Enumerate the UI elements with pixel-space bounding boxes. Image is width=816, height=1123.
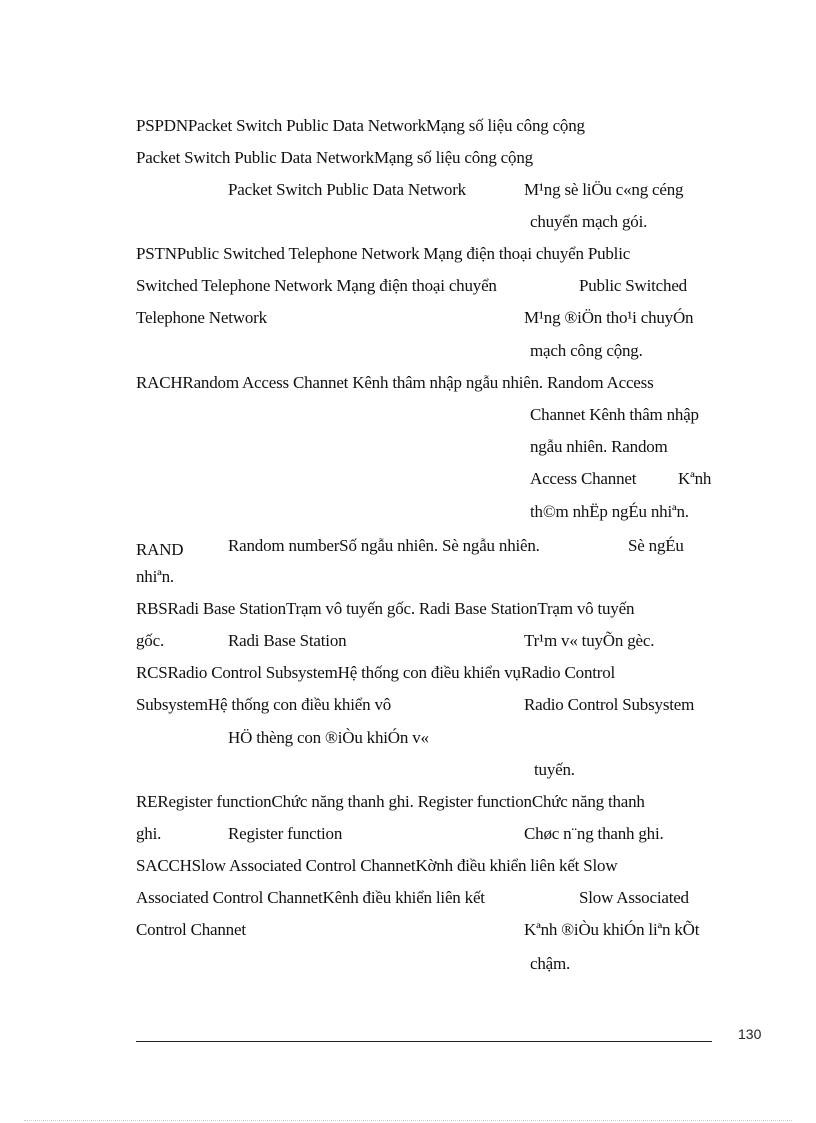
text-line: RERegister functionChức năng thanh ghi. Register functionChức năng thanh	[136, 792, 645, 811]
text-line: RCSRadio Control SubsystemHệ thống con điều khiển vụRadio Control	[136, 663, 616, 682]
text-segment: Telephone Network	[136, 308, 267, 327]
page-edge-divider	[24, 1120, 792, 1121]
text-line: PSTNPublic Switched Telephone Network Mạng điện thoại chuyển Public	[136, 244, 631, 263]
text-segment: Sè ngÉu	[628, 536, 684, 555]
text-segment: Radi Base Station	[228, 631, 347, 650]
text-segment: Control Channet	[136, 920, 246, 939]
text-segment: ngẫu nhiên. Random	[530, 437, 668, 456]
text-segment: Access Channet	[530, 469, 637, 488]
text-segment: Tr¹m v« tuyÕn gèc.	[524, 631, 655, 650]
text-line: RBSRadi Base StationTrạm vô tuyến gốc. Radi Base StationTrạm vô tuyến	[136, 599, 635, 618]
text-segment: gốc.	[136, 631, 164, 650]
text-segment: M¹ng ®iÖn tho¹i chuyÓn	[524, 308, 694, 327]
text-segment: HÖ thèng con ®iÒu khiÓn v«	[228, 728, 429, 747]
page-number: 130	[738, 1026, 762, 1042]
text-line: Packet Switch Public Data NetworkMạng số liệu công cộng	[136, 148, 533, 167]
text-segment: M¹ng sè liÖu c«ng céng	[524, 180, 684, 199]
text-line: SACCHSlow Associated Control ChannetKờnh điều khiển liên kết Slow	[136, 856, 618, 875]
text-line: nhiªn.	[136, 567, 174, 586]
text-segment: SubsystemHệ thống con điều khiển vô	[136, 695, 392, 714]
text-segment: Packet Switch Public Data Network	[228, 180, 466, 199]
text-segment: Chøc n¨ng thanh ghi.	[524, 824, 664, 843]
text-segment: Radio Control Subsystem	[524, 695, 695, 714]
text-segment: th©m nhËp ngÉu nhiªn.	[530, 502, 689, 521]
text-segment: Associated Control ChannetKênh điều khiển liên kết	[136, 888, 485, 907]
text-line: PSPDNPacket Switch Public Data NetworkMạng số liệu công cộng	[136, 116, 585, 135]
text-segment: mạch công cộng.	[530, 341, 643, 360]
text-segment: Random numberSố ngẫu nhiên. Sè ngẫu nhiên.	[228, 536, 540, 555]
text-segment: Kªnh	[678, 469, 712, 488]
text-segment: chậm.	[530, 954, 571, 973]
text-segment: ghi.	[136, 824, 162, 843]
text-segment: Register function	[228, 824, 343, 843]
text-segment: RAND	[136, 540, 184, 559]
text-segment: Switched Telephone Network Mạng điện thoại chuyển	[136, 276, 497, 295]
text-segment: tuyến.	[534, 760, 575, 779]
text-line: RACHRandom Access Channet Kênh thâm nhập ngẫu nhiên. Random Access	[136, 373, 654, 392]
text-segment: chuyển mạch gói.	[530, 212, 648, 231]
text-segment: Slow Associated	[579, 888, 689, 907]
text-segment: Kªnh ®iÒu khiÓn liªn kÕt	[524, 920, 700, 939]
text-segment: Channet Kênh thâm nhập	[530, 405, 699, 424]
text-segment: Public Switched	[579, 276, 687, 295]
footer-rule	[136, 1041, 712, 1042]
